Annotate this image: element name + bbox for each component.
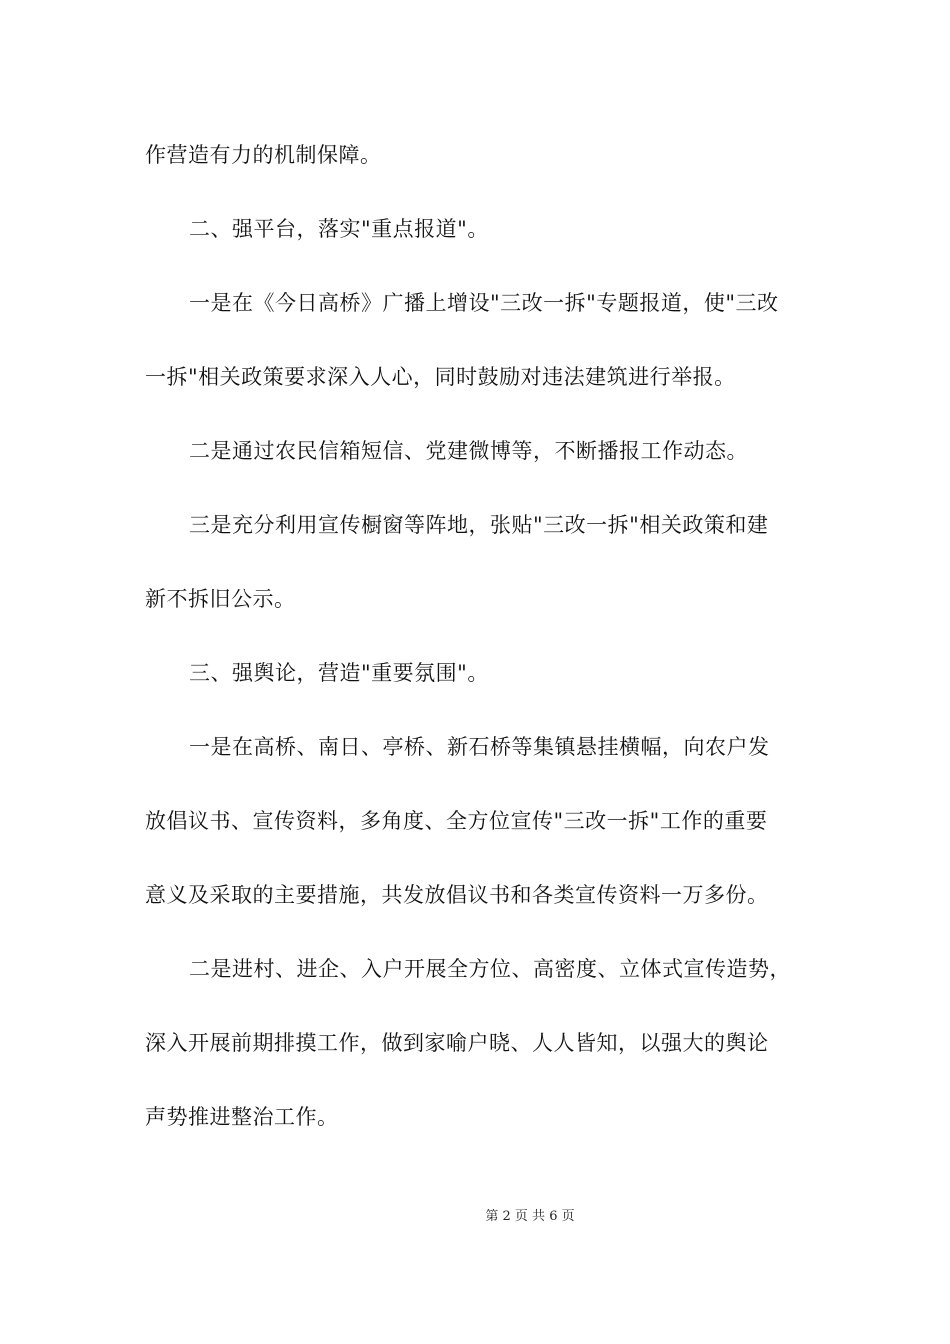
section-heading: 三、强舆论，营造"重要氛围"。 xyxy=(189,661,489,685)
paragraph-line: 声势推进整治工作。 xyxy=(145,1105,339,1129)
section-heading: 二、强平台，落实"重点报道"。 xyxy=(189,217,489,241)
paragraph-line: 一拆"相关政策要求深入人心，同时鼓励对违法建筑进行举报。 xyxy=(145,365,736,389)
paragraph-line: 新不拆旧公示。 xyxy=(145,587,296,611)
paragraph-line: 三是充分利用宣传橱窗等阵地，张贴"三改一拆"相关政策和建 xyxy=(189,513,769,537)
paragraph-line: 二是通过农民信箱短信、党建微博等，不断播报工作动态。 xyxy=(189,439,748,463)
paragraph-line: 意义及采取的主要措施，共发放倡议书和各类宣传资料一万多份。 xyxy=(145,883,769,907)
paragraph-line: 深入开展前期排摸工作，做到家喻户晓、人人皆知，以强大的舆论 xyxy=(145,1031,769,1055)
paragraph-line: 一是在《今日高桥》广播上增设"三改一拆"专题报道，使"三改 xyxy=(189,291,779,315)
paragraph-line: 作营造有力的机制保障。 xyxy=(145,143,382,167)
page-number-footer: 第 2 页 共 6 页 xyxy=(485,1209,575,1224)
paragraph-line: 二是进村、进企、入户开展全方位、高密度、立体式宣传造势， xyxy=(189,957,791,981)
paragraph-line: 放倡议书、宣传资料，多角度、全方位宣传"三改一拆"工作的重要 xyxy=(145,809,768,833)
paragraph-line: 一是在高桥、南日、亭桥、新石桥等集镇悬挂横幅，向农户发 xyxy=(189,735,770,759)
